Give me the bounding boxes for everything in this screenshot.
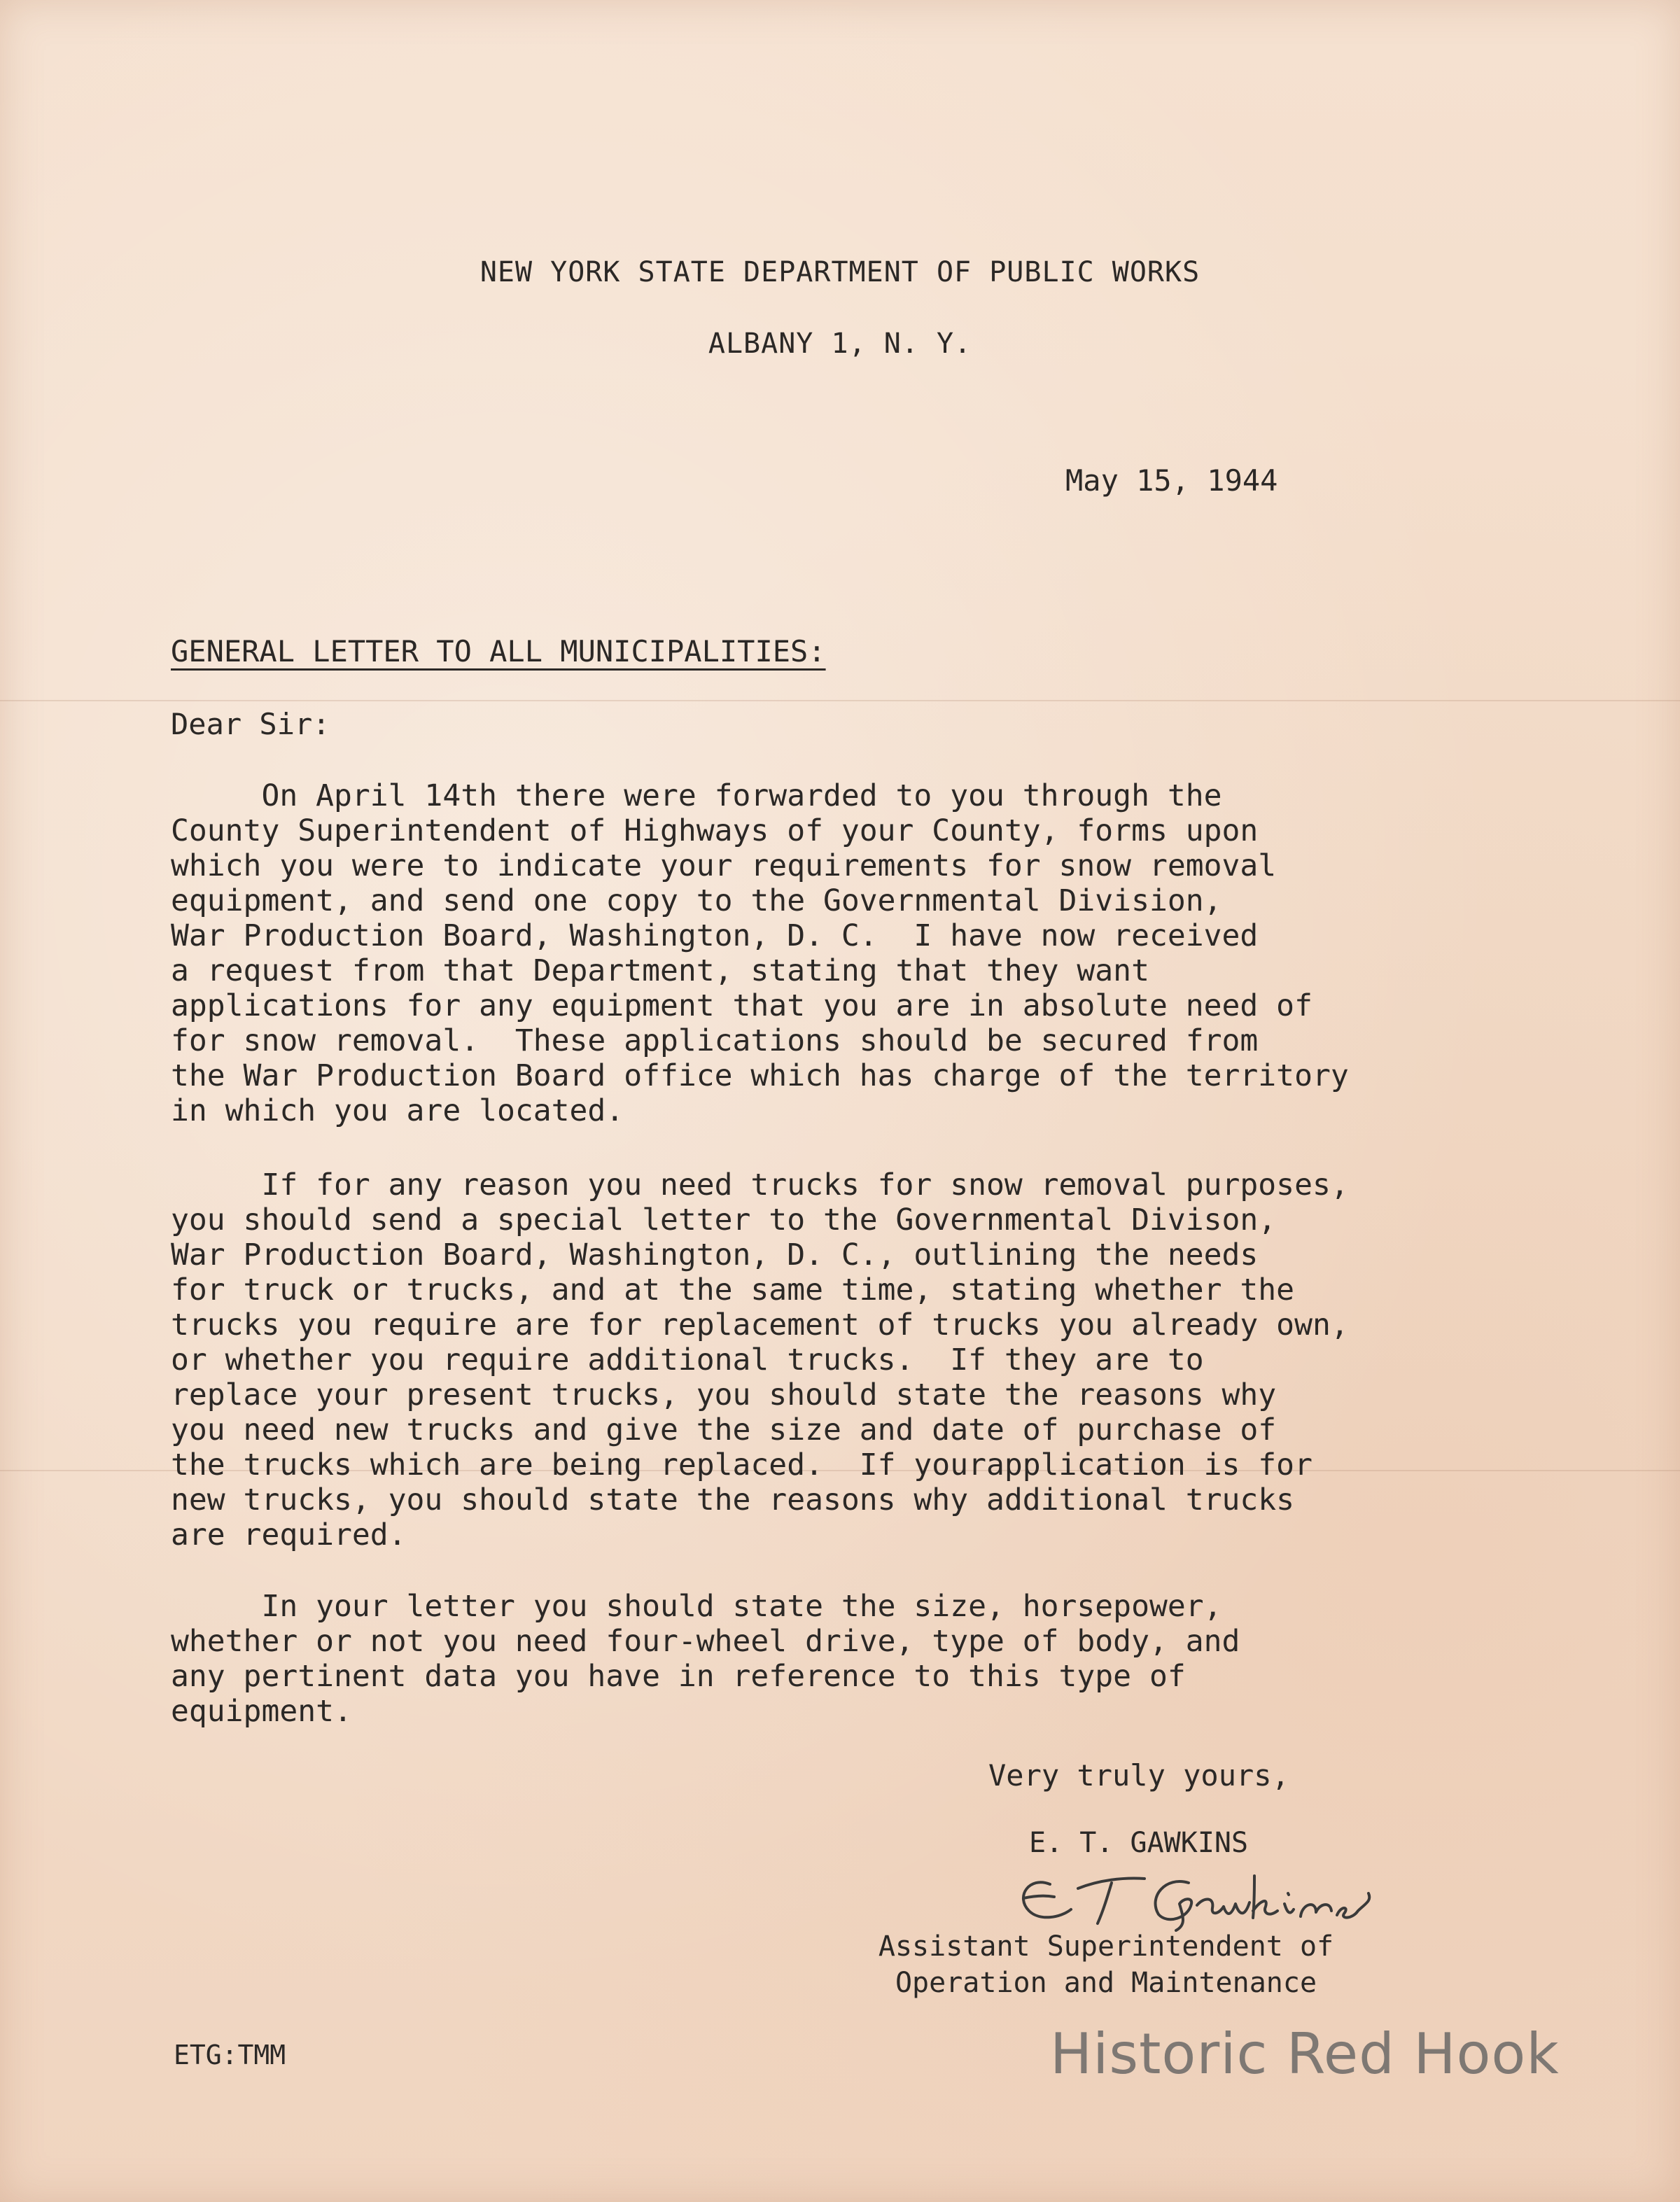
- watermark: Historic Red Hook: [1050, 2021, 1560, 2087]
- body-paragraph-3: In your letter you should state the size, horsepower, whether or not you need four-wheel drive, type of body, and any pertinent data you have in reference to this type of equipment.: [171, 1589, 1240, 1729]
- body-paragraph-2: If for any reason you need trucks for snow removal purposes, you should send a special letter to the Governmental Divison, War Production Board, Washington, D. C., outlining the needs for truck or trucks, and at the same time, stating whether the trucks you require are for replacement of trucks you already own, or whether you require additional trucks. If they are to replace your present trucks, you should state the reasons why you need new trucks and give the size and date of purchase of the trucks which are being replaced. If yourapplication is for new trucks, you should state the reasons why additional trucks are required.: [171, 1167, 1349, 1552]
- handwritten-signature: [1008, 1855, 1428, 1932]
- typed-name: E. T. GAWKINS: [1029, 1827, 1249, 1859]
- letter-date: May 15, 1944: [1065, 463, 1278, 498]
- closing: Very truly yours,: [988, 1758, 1289, 1793]
- paper-fold-line: [0, 700, 1680, 701]
- signatory-title-line-2: Operation and Maintenance: [895, 1967, 1317, 1999]
- signatory-title-line-1: Assistant Superintendent of: [878, 1930, 1334, 1963]
- body-paragraph-1: On April 14th there were forwarded to you through the County Superintendent of Highways of your County, forms upon which you were to indicate your requirements for snow removal equipment, and send one copy to the Governmental Division, War Production Board, Washington, D. C. I have now received a request from that Department, stating that they want applications for any equipment that you are in absolute need of for snow removal. These applications should be secured from the War Production Board office which has charge of the territory in which you are located.: [171, 778, 1349, 1128]
- letterhead-address: ALBANY 1, N. Y.: [708, 328, 972, 360]
- letterhead-organization: NEW YORK STATE DEPARTMENT OF PUBLIC WORKS: [479, 256, 1200, 288]
- reference-initials: ETG:TMM: [174, 2040, 286, 2070]
- salutation: Dear Sir:: [171, 707, 330, 741]
- letter-heading: GENERAL LETTER TO ALL MUNICIPALITIES:: [171, 634, 826, 668]
